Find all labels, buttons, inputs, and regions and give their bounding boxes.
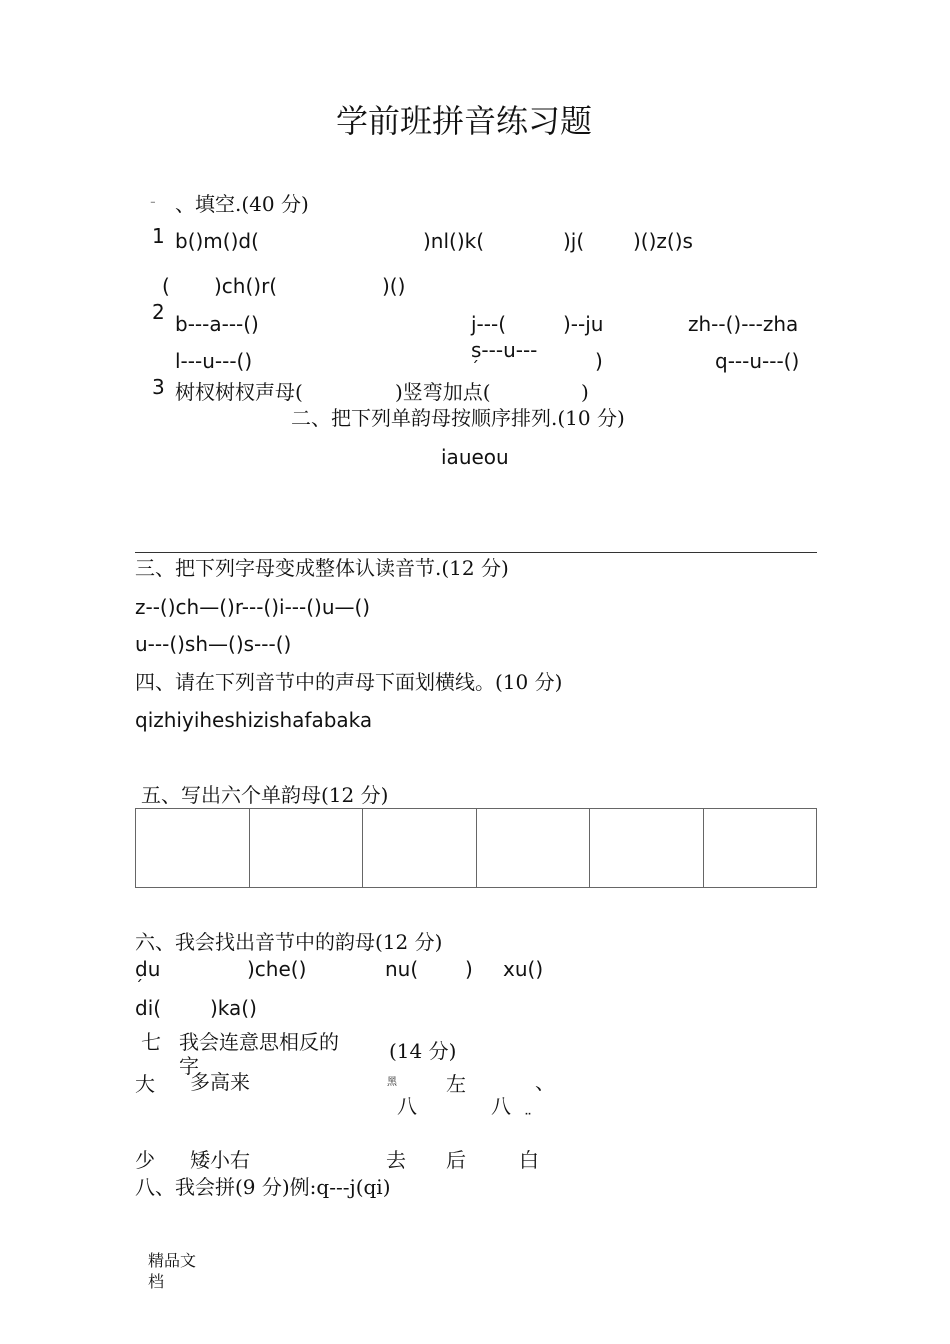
q2-part-g: ): [595, 349, 603, 373]
word-zuo: 左: [446, 1072, 466, 1096]
q1-part-f: )ch()r(: [214, 274, 278, 298]
word-ba-1: 八: [397, 1094, 417, 1118]
answer-grid: [135, 808, 817, 888]
page-title: 学前班拼音练习题: [336, 102, 593, 140]
section7-heading: 我会连意思相反的: [179, 1030, 339, 1054]
q1-part-e: (: [162, 274, 170, 298]
word-da: 大: [135, 1072, 155, 1096]
q2-part-b: j---(: [471, 312, 507, 336]
words-bottom: 矮小右: [190, 1148, 250, 1172]
section6-ka: )ka(): [210, 996, 257, 1020]
answer-cell[interactable]: [590, 809, 704, 888]
q1-part-g: )(): [382, 274, 406, 298]
q2-part-c: )--ju: [563, 312, 604, 336]
section3-heading: 三、把下列字母变成整体认读音节.(12 分): [135, 556, 509, 580]
word-ba-2: 八: [491, 1094, 511, 1118]
section1-dash: -: [150, 192, 156, 211]
section7-heading-cut: [179, 1054, 209, 1078]
section2-letters: iaueou: [441, 445, 509, 469]
section7-score: (14 分): [389, 1039, 457, 1063]
section7-heading-cut-text: 字: [179, 1054, 199, 1078]
tone-mark: ˊ: [135, 977, 143, 996]
word-shao: 少: [135, 1148, 155, 1172]
q2-part-f: s---u---: [471, 338, 538, 362]
section6-xu: xu(): [503, 957, 544, 981]
answer-cell[interactable]: [703, 809, 817, 888]
answer-cell[interactable]: [363, 809, 477, 888]
answer-cell[interactable]: [136, 809, 250, 888]
section6-du: du: [135, 957, 161, 981]
q2-part-a: b---a---(): [175, 312, 259, 336]
word-dun: 、: [535, 1070, 555, 1094]
q1-part-a: b()m()d(: [175, 229, 259, 253]
answer-cell[interactable]: [249, 809, 363, 888]
q2-number: 2: [152, 300, 165, 324]
q3-part-c: ): [581, 380, 589, 404]
section3-line1: z--()ch—()r---()i---()u—(): [135, 595, 371, 619]
section3-line2: u---()sh—()s---(): [135, 632, 292, 656]
q3-part-a: 树杈树杈声母(: [175, 380, 303, 404]
q2-part-e: l---u---(): [175, 349, 253, 373]
section1-heading: 、填空.(40 分): [175, 192, 309, 216]
q1-number: 1: [152, 224, 165, 248]
words-top: 多高来: [190, 1070, 250, 1094]
section7-number: 七: [141, 1030, 161, 1054]
section6-che: )che(): [247, 957, 307, 981]
section8-heading: 八、我会拼(9 分)例:q---j(qi): [135, 1175, 391, 1199]
q1-part-c: )j(: [563, 229, 585, 253]
section2-heading: 二、把下列单韵母按顺序排列.(10 分): [291, 406, 625, 430]
section4-syllables: qizhiyiheshizishafabaka: [135, 708, 373, 732]
tone-mark: ˊ: [471, 358, 479, 377]
footer-line1: 精品文: [148, 1251, 197, 1270]
footer-line2: 档: [148, 1272, 165, 1291]
q1-part-b: )nl()k(: [423, 229, 485, 253]
q1-part-d: )()z()s: [633, 229, 693, 253]
q2-part-d: zh--()---zha: [688, 312, 799, 336]
section4-heading: 四、请在下列音节中的声母下面划横线。(10 分): [135, 670, 563, 694]
word-qu: 去: [386, 1148, 406, 1172]
section6-paren: ): [465, 957, 473, 981]
word-hou: 后: [446, 1148, 466, 1172]
section6-di: di(: [135, 996, 162, 1020]
answer-cell[interactable]: [476, 809, 590, 888]
word-hei: 黑: [387, 1077, 397, 1088]
section5-heading: 五、写出六个单韵母(12 分): [141, 783, 389, 807]
q3-number: 3: [152, 375, 165, 399]
section6-heading: 六、我会找出音节中的韵母(12 分): [135, 930, 443, 954]
section6-nu: nu(: [385, 957, 419, 981]
dots-mark: ¨: [524, 1110, 532, 1129]
q2-part-h: q---u---(): [715, 349, 800, 373]
word-bai: 白: [519, 1148, 539, 1172]
divider-line: [135, 552, 817, 553]
q3-part-b: )竖弯加点(: [395, 380, 491, 404]
